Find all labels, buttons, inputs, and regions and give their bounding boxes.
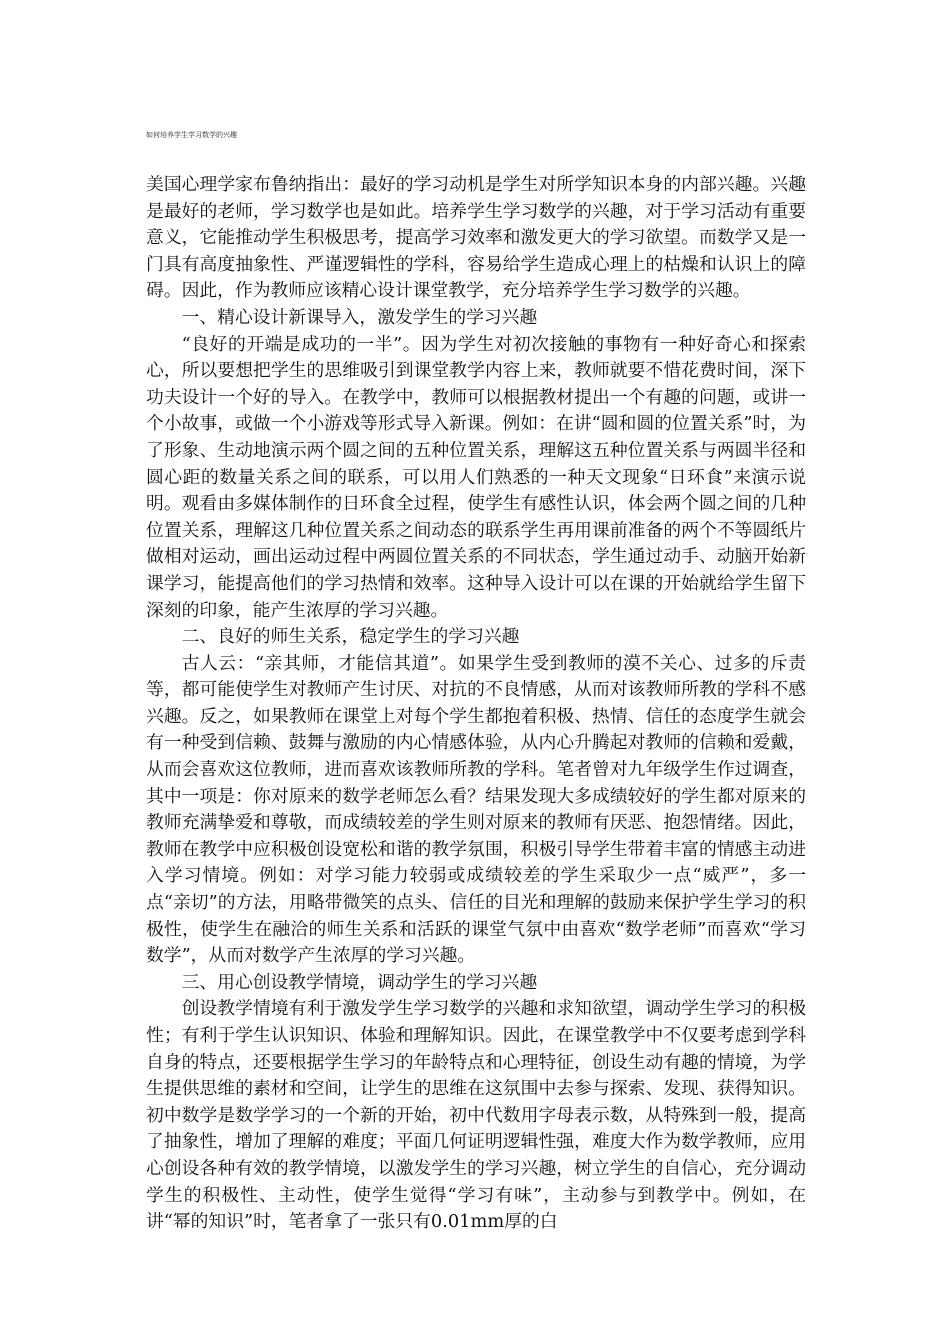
- section-1-heading: 一、精心设计新课导入，激发学生的学习兴趣: [181, 306, 538, 328]
- section-3-heading: 三、用心创设教学情境，调动学生的学习兴趣: [181, 971, 538, 993]
- intro-paragraph: 美国心理学家布鲁纳指出：最好的学习动机是学生对所学知识本身的内部兴趣。兴趣是最好的老师，学习数学也是如此。培养学生学习数学的兴趣，对于学习活动有重要意义，它能推动学生积极思考，提高学习效率和激发更大的学习欲望。而数学又是一门具有高度抽象性、严谨逻辑性的学科，容易给学生造成心理上的枯燥和认识上的障碍。因此，作为教师应该精心设计课堂教学，充分培养学生学习数学的兴趣。: [146, 174, 806, 302]
- section-2-heading: 二、良好的师生关系，稳定学生的学习兴趣: [181, 626, 520, 648]
- section-1-paragraph: “良好的开端是成功的一半”。因为学生对初次接触的事物有一种好奇心和探索心，所以要想把学生的思维吸引到课堂教学内容上来，教师就要不惜花费时间，深下功夫设计一个好的导入。在教学中，教师可以根据教材提出一个有趣的问题，或讲一个小故事，或做一个小游戏等形式导入新课。例如：在讲“圆和圆的位置关系”时，为了形象、生动地演示两个圆之间的五种位置关系，理解这五种位置关系与两圆半径和圆心距的数量关系之间的联系，可以用人们熟悉的一种天文现象“日环食”来演示说明。观看由多媒体制作的日环食全过程，使学生有感性认识，体会两个圆之间的几种位置关系，理解这几种位置关系之间动态的联系学生再用课前准备的两个不等圆纸片做相对运动，画出运动过程中两圆位置关系的不同状态，学生通过动手、动脑开始新课学习，能提高他们的学习热情和效率。这种导入设计可以在课的开始就给学生留下深刻的印象，能产生浓厚的学习兴趣。: [146, 333, 806, 621]
- running-header-title: 如何培养学生学习数学的兴趣: [146, 131, 237, 139]
- section-3-paragraph: 创设教学情境有利于激发学生学习数学的兴趣和求知欲望，调动学生学习的积极性；有利于学生认识知识、体验和理解知识。因此，在课堂教学中不仅要考虑到学科自身的特点，还要根据学生学习的年龄特点和心理特征，创设生动有趣的情境，为学生提供思维的素材和空间，让学生的思维在这氛围中去参与探索、发现、获得知识。初中数学是数学学习的一个新的开始，初中代数用字母表示数，从特殊到一般，提高了抽象性，增加了理解的难度；平面几何证明逻辑性强，难度大作为数学教师，应用心创设各种有效的教学情境，以激发学生的学习兴趣，树立学生的自信心，充分调动学生的积极性、主动性，使学生觉得“学习有味”，主动参与到教学中。例如，在讲“幂的知识”时，笔者拿了一张只有0.01mm厚的白: [146, 998, 806, 1233]
- section-2-paragraph: 古人云：“亲其师，才能信其道”。如果学生受到教师的漠不关心、过多的斥责等，都可能使学生对教师产生讨厌、对抗的不良情感，从而对该教师所教的学科不感兴趣。反之，如果教师在课堂上对每个学生都抱着积极、热情、信任的态度学生就会有一种受到信赖、鼓舞与激励的内心情感体验，从内心升腾起对教师的信赖和爱戴，从而会喜欢这位教师，进而喜欢该教师所教的学科。笔者曾对九年级学生作过调查，其中一项是：你对原来的数学老师怎么看？结果发现大多成绩较好的学生都对原来的教师充满挚爱和尊敬，而成绩较差的学生则对原来的教师有厌恶、抱怨情绪。因此，教师在教学中应积极创设宽松和谐的教学氛围，积极引导学生带着丰富的情感主动进入学习情境。例如：对学习能力较弱或成绩较差的学生采取少一点“威严”，多一点“亲切”的方法，用略带微笑的点头、信任的目光和理解的鼓励来保护学生学习的积极性，使学生在融洽的师生关系和活跃的课堂气氛中由喜欢“数学老师”而喜欢“学习数学”，从而对数学产生浓厚的学习兴趣。: [146, 652, 806, 967]
- document-body: [146, 172, 806, 1236]
